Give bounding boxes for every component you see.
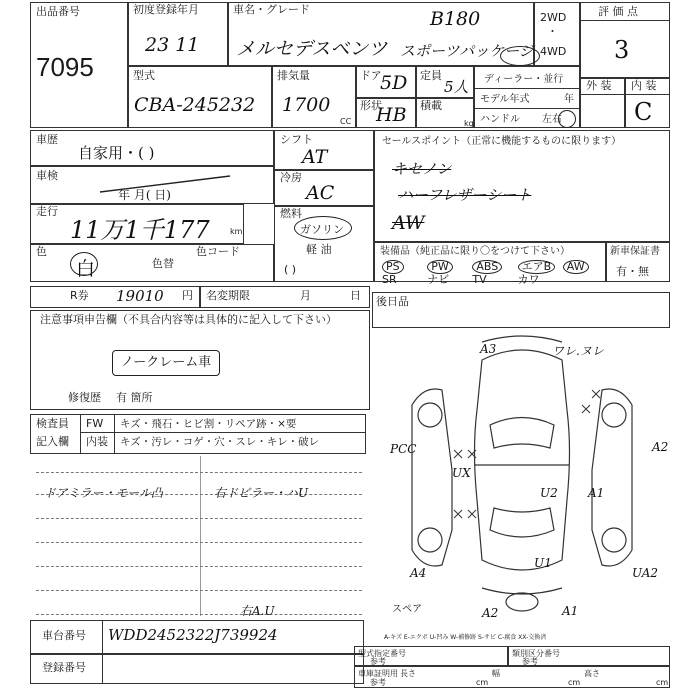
equip-item: AW <box>563 260 589 274</box>
sales-item-2: ハーフレザーシート <box>398 186 532 204</box>
shift-value: AT <box>302 146 328 168</box>
lot-number: 7095 <box>36 52 94 82</box>
equip-row-1 <box>378 260 604 272</box>
shift-label: シフト <box>280 133 313 146</box>
diagram-note-a4: A4 <box>410 566 427 580</box>
garage-label: 車庫証明用 <box>358 669 398 678</box>
equip-row-2 <box>378 274 604 286</box>
recycle-label: R券 <box>70 289 89 302</box>
mileage-value: 11万1千177 <box>70 216 210 244</box>
equip-item: PS <box>382 260 404 274</box>
diagram-note-a1: A1 <box>588 486 605 500</box>
interior-label: 内 装 <box>631 79 657 92</box>
drive-circle <box>500 46 540 66</box>
model-year-unit: 年 <box>564 94 574 105</box>
drive-2wd: 2WD <box>540 11 567 24</box>
grade-line1: B180 <box>430 8 481 30</box>
interior-items-label: 内装 <box>86 435 108 448</box>
color-change-label: 色替 <box>152 257 174 270</box>
category-label: 類別区分番号 <box>512 649 560 658</box>
fw-label: FW <box>86 417 104 430</box>
history-label: 車歴 <box>36 133 58 146</box>
score-label: 評 価 点 <box>598 5 638 18</box>
shape-label: 形状 <box>360 99 382 112</box>
damage-legend: A-キズ E-エクボ U-凹み W-補修跡 S-サビ C-腐食 XX-交換済 <box>384 634 547 641</box>
length-unit: cm <box>476 678 489 687</box>
diagram-note-u1: U1 <box>534 556 552 570</box>
model-value: CBA-245232 <box>134 94 256 116</box>
drive-4wd: 4WD <box>540 45 567 58</box>
warranty-value: 有・無 <box>616 265 649 278</box>
height-unit: cm <box>656 678 669 687</box>
load-label: 積載 <box>420 99 442 112</box>
comment-1: ドアミラー・モール凸 <box>44 486 163 500</box>
door-label: ドア <box>360 69 382 82</box>
color-code-label: 色コード <box>196 245 240 258</box>
color-label: 色 <box>36 245 47 258</box>
shape-value: HB <box>376 104 407 126</box>
interior-items: キズ・汚レ・コゲ・穴・スレ・キレ・破レ <box>120 436 320 448</box>
first-reg-label: 初度登録年月 <box>133 3 199 16</box>
diagram-note-ua2: UA2 <box>632 566 659 580</box>
diagram-note-u2: U2 <box>540 486 558 500</box>
comment-3: 右A.U <box>240 604 275 618</box>
spec-number-ref: 参考 <box>370 657 386 666</box>
fuel-label: 燃料 <box>280 207 302 220</box>
diagram-note-ux: UX <box>452 466 471 480</box>
car-diagram <box>372 330 672 630</box>
history-value: 自家用・( ) <box>78 144 155 162</box>
mileage-label: 走行 <box>36 205 58 218</box>
model-grade-label: 車名・グレード <box>233 3 310 16</box>
equip-item: ABS <box>472 260 502 274</box>
diagram-note-spare: スペア <box>392 604 422 615</box>
score-value: 3 <box>614 36 630 64</box>
capacity-label: 定員 <box>420 69 442 82</box>
dealer-label: ディーラー・並行 <box>484 74 564 85</box>
displacement-value: 1700 <box>282 94 331 116</box>
recycle-value: 19010 <box>116 287 164 305</box>
warranty-label: 新車保証書 <box>610 246 660 257</box>
equip-label: 装備品（純正品に限り〇をつけて下さい） <box>380 246 570 257</box>
equip-item: カワ <box>517 273 540 286</box>
km-unit: km <box>230 227 243 236</box>
deadline-month: 月 <box>300 289 311 302</box>
registration-label: 登録番号 <box>42 661 86 674</box>
grade-line2: スポーツパッケージ <box>400 42 534 60</box>
garage-ref: 参考 <box>370 678 386 687</box>
chassis-value: WDD2452322J739924 <box>108 626 278 644</box>
chassis-label: 車台番号 <box>42 629 86 642</box>
model-year-label: モデル年式 <box>480 94 530 105</box>
height-label: 高さ <box>584 669 600 678</box>
comment-2: 右ドピラー・ハU <box>214 486 309 500</box>
inspector-label: 検査員 <box>36 417 69 430</box>
equip-item: TV <box>472 273 487 286</box>
inspection-value: 年 月( 日) <box>118 188 171 202</box>
width-unit: cm <box>568 678 581 687</box>
model-label: 型式 <box>133 69 155 82</box>
fuel-value: ガソリン <box>300 223 344 236</box>
entry-label: 記入欄 <box>36 435 69 448</box>
inspection-strike <box>30 166 274 204</box>
equip-item: ナビ <box>427 273 450 286</box>
car-name: メルセデスベンツ <box>236 38 388 60</box>
equip-item: SR <box>382 273 397 286</box>
no-claim-stamp: ノークレーム車 <box>112 350 220 376</box>
ac-label: 冷房 <box>280 171 302 184</box>
color-value: 白 <box>76 258 96 280</box>
kg-unit: kg <box>464 119 474 128</box>
deadline-day: 日 <box>350 289 361 302</box>
handle-value: 左右 <box>542 114 562 125</box>
inspection-label: 車検 <box>36 169 58 182</box>
comment-area <box>30 454 366 620</box>
handle-circle <box>558 110 576 128</box>
displacement-label: 排気量 <box>277 69 310 82</box>
first-reg-value: 23 11 <box>145 34 200 56</box>
diagram-note-wheel: ワレ.ヌレ <box>552 344 604 358</box>
lot-label: 出品番号 <box>36 5 80 18</box>
door-value: 5D <box>380 72 408 94</box>
sales-point-label: セールスポイント（正常に機能するものに限ります） <box>382 136 622 147</box>
repair-label: 修復歴 <box>68 391 101 404</box>
drive-dot: ・ <box>547 25 558 38</box>
deadline-label: 名変期限 <box>206 289 250 302</box>
rear-items-cell <box>372 292 670 328</box>
fuel-circle <box>294 216 352 240</box>
diagram-note-pcc: PCC <box>390 442 417 456</box>
handle-label: ハンドル <box>480 114 520 125</box>
diagram-note-a3: A3 <box>480 342 497 356</box>
cc-unit: CC <box>340 117 352 126</box>
sales-item-3: AW <box>392 212 425 234</box>
length-label: 長さ <box>400 669 416 678</box>
notes-label: 注意事項申告欄（不具合内容等は具体的に記入して下さい） <box>40 313 337 326</box>
equip-item: エアB <box>518 260 556 274</box>
category-ref: 参考 <box>522 657 538 666</box>
interior-grade: C <box>634 98 653 126</box>
diagram-note-a2-bottom: A2 <box>482 606 499 620</box>
recycle-cell <box>30 286 200 308</box>
sales-item-1: キセノン <box>392 160 452 178</box>
color-circle <box>70 252 98 276</box>
diagram-note-a1-bottom: A1 <box>562 604 579 618</box>
width-label: 幅 <box>492 669 500 678</box>
diagram-note-a2-right: A2 <box>652 440 669 454</box>
fuel-paren: ( ) <box>284 263 297 276</box>
recycle-yen: 円 <box>182 289 193 302</box>
rear-items-label: 後日品 <box>376 295 409 308</box>
spec-number-label: 型式指定番号 <box>358 649 406 658</box>
equip-item: PW <box>427 260 453 274</box>
fuel-diesel: 軽 油 <box>306 243 332 256</box>
repair-value: 有 箇所 <box>116 391 153 404</box>
capacity-value: 5人 <box>444 78 469 96</box>
fw-items: キズ・飛石・ヒビ割・リペア跡・×要 <box>120 418 297 430</box>
exterior-label: 外 装 <box>586 79 612 92</box>
ac-value: AC <box>306 182 335 204</box>
